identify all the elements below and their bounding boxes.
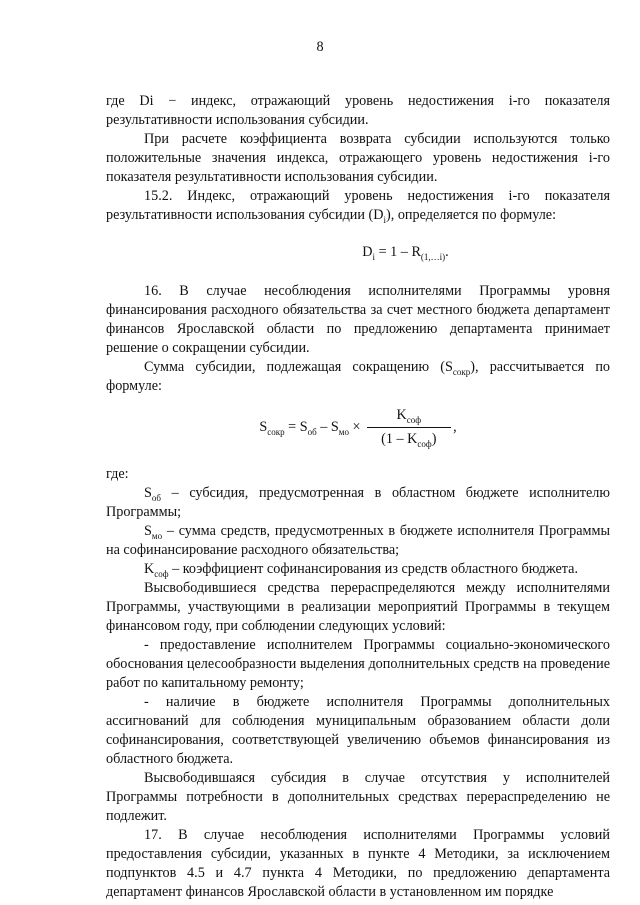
formula-s-sokr-sub-mo: мо (338, 426, 349, 437)
paragraph-16: 16. В случае несоблюдения исполнителями Программы уровня финансирования расходного обязательства за счет местного бюджета департамент финансов Ярославской области по предложению департамента принимает решение о сокращении субсидии. (106, 283, 610, 356)
formula-s-sokr-eq: = S (284, 419, 308, 435)
formula-di-middle: = 1 – R (375, 244, 421, 260)
formula-s-sokr-minus: – S (316, 419, 339, 435)
paragraph-17: 17. В случае несоблюдения исполнителями Программы условий предоставления субсидии, указанных в пункте 4 Методики, за исключением подпунктов 4.5 и 4.7 пункта 4 Методики, по предложению департамента департамент финансов Ярославской области в установленном им порядке (106, 827, 610, 900)
definition-s-ob (106, 484, 610, 522)
definition-s-mo (106, 522, 610, 560)
definition-s-mo-sym: S (144, 523, 152, 539)
paragraph-redistribution: Высвободившиеся средства перераспределяются между исполнителями Программы, участвующими в реализации мероприятий Программы в текущем финансовом году, при соблюдении следующих условий: (106, 580, 610, 634)
document-body (106, 92, 610, 902)
fraction-denominator-sub: соф (417, 438, 432, 449)
fraction-numerator-sub: соф (406, 414, 422, 425)
where-label: где: (106, 466, 129, 482)
formula-di-expression (362, 243, 448, 262)
paragraph-subsidy-reduction-b: ), рассчитывается по формуле: (106, 359, 610, 394)
page-number: 8 (316, 39, 324, 55)
paragraph-15-2-subscript: i (383, 214, 387, 225)
paragraph-condition-allocations: - наличие в бюджете исполнителя Программы дополнительных ассигнований для соблюдения муниципальным образованием области доли софинансирования, соответствующей увеличению объемов финансирования из областного бюджета. (106, 694, 610, 767)
formula-s-sokr-times: × (348, 419, 361, 435)
paragraph-subsidy-reduction-a: Сумма субсидии, подлежащая сокращению (S (144, 359, 453, 375)
paragraph-subsidy-reduction-sub: сокр (452, 366, 471, 377)
formula-s-sokr-s: S (259, 419, 268, 435)
definition-k-sof (106, 560, 610, 579)
formula-di-end: . (445, 244, 449, 260)
paragraph-condition-justification: - предоставление исполнителем Программы социально-экономического обоснования целесообразности выделения дополнительных средств на проведение работ по капитальному ремонту; (106, 637, 610, 691)
formula-di-lhs-sub: i (372, 251, 376, 262)
paragraph-15-2-text-a: 15.2. Индекс, отражающий уровень недостижения i-го показателя результативности использования субсидии (D (106, 188, 610, 223)
formula-s-sokr-fraction (367, 406, 452, 449)
definition-k-sof-text: – коэффициент софинансирования из средств областного бюджета. (168, 561, 579, 577)
definition-s-ob-text: – субсидия, предусмотренная в областном бюджете исполнителю Программы; (106, 485, 610, 520)
definition-k-sof-sub: соф (154, 568, 169, 579)
fraction-denominator (381, 428, 436, 449)
paragraph-15-2 (106, 187, 610, 225)
fraction-denominator-a: (1 – K (381, 431, 418, 447)
formula-s-sokr-comma: , (453, 419, 457, 435)
definition-s-ob-sub: об (151, 492, 161, 503)
definition-s-mo-text: – сумма средств, предусмотренных в бюджете исполнителя Программы на софинансирование расходного обязательства; (106, 523, 610, 558)
paragraph-subsidy-reduction (106, 358, 610, 396)
formula-s-sokr-lhs (259, 418, 360, 437)
paragraph-di-definition: где Di − индекс, отражающий уровень недостижения i-го показателя результативности использования субсидии. (106, 93, 610, 128)
fraction-numerator-k: K (396, 407, 407, 423)
paragraph-15-2-text-b: ), определяется по формуле: (386, 207, 557, 223)
definition-k-sof-sym: K (144, 561, 155, 577)
formula-s-sokr (106, 406, 610, 449)
paragraph-not-redistributed: Высвободившаяся субсидия в случае отсутствия у исполнителей Программы потребности в дополнительных средствах перераспределению не подлежит. (106, 770, 610, 824)
paragraph-positive-values: При расчете коэффициента возврата субсидии используются только положительные значения индекса, отражающего уровень недостижения i-го показателя результативности использования субсидии. (106, 131, 610, 185)
formula-di-lhs: D (362, 244, 373, 260)
formula-di-r-sub: (1,…i) (420, 251, 446, 262)
definition-s-ob-sym: S (144, 485, 152, 501)
fraction-numerator (367, 406, 452, 428)
formula-di (106, 243, 610, 262)
formula-s-sokr-sub-ob: об (307, 426, 317, 437)
formula-s-sokr-sub-sokr: сокр (267, 426, 285, 437)
fraction-denominator-b: ) (431, 431, 437, 447)
definition-s-mo-sub: мо (151, 530, 163, 541)
